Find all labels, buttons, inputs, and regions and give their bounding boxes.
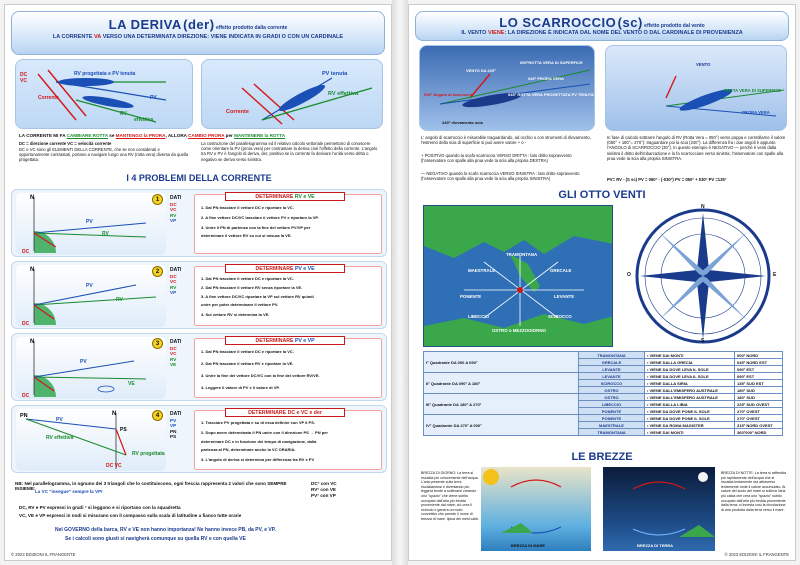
quadrante-cell: I° Quadrante DA 000 A 090°	[424, 352, 579, 373]
deriva-diagram-2	[201, 59, 383, 129]
corrente-label: Corrente	[38, 95, 59, 101]
problem-4-dati: DATI PV VP PN PS	[170, 411, 182, 439]
venti-deg-cell: 090° EST	[735, 366, 783, 373]
problem-4-determinare: DETERMINARE DC e VC e der	[225, 408, 345, 417]
problem-4-diagram	[16, 409, 166, 471]
scarroccio-diagram-2: VENTO ROTTA VERA DI SUPERFICE PRORA VERA	[605, 45, 787, 131]
venti-desc-cell: • VIENE DALL'EMISFERO AUSTRALE	[645, 387, 735, 394]
venti-desc-cell: • VIENE DA DOVE PONE IL SOLE	[645, 408, 735, 415]
problem-3-box: DETERMINARE PV e VP 1. Dal PN tracciare il vettore DC e riportare la VC. 2. Dal PN tracciare il vettore RV e riportare la VE. 3. Unire la fine del vettore DC/VC con la fine del vettore RV/VE. 4. Leggere il valore di PV e il valore di VP.	[194, 338, 382, 398]
problem-1-diagram	[16, 193, 166, 255]
problem-4-number: 4	[152, 410, 163, 421]
venti-deg-cell: 270° OVEST	[735, 415, 783, 422]
venti-desc-cell: • VIENE DALL'EMISFERO AUSTRALE	[645, 394, 735, 401]
venti-deg-cell: 270° OVEST	[735, 408, 783, 415]
svg-text:N: N	[30, 267, 35, 273]
problem-3-determinare: DETERMINARE PV e VP	[225, 336, 345, 345]
brezza-giorno-text: BREZZA DI GIORNO: La terra si riscalda più velocemente dell'acqua. L'aria presente sulla terra riscaldandosi e diventando più leggera tende a sollevarsi creando uno "spazio" che viene subito occupato dall'aria più fredda proveniente dal mare; ciò crea il ricircolo e genera un moto convettivo che prende il nome di brezza di mare, tipica dei mesi caldi.	[421, 471, 479, 521]
svg-text:PV: PV	[86, 283, 93, 289]
problem-2-number: 2	[152, 266, 163, 277]
boat-hull-1	[58, 78, 114, 86]
right-copyright: © 2023 EDIZIONI IL FRANGENTE	[724, 552, 789, 557]
venti-deg-cell: 225° SUD OVEST	[735, 401, 783, 408]
venti-row	[424, 352, 783, 359]
problemi-section-header	[11, 171, 387, 185]
venti-desc-cell: • VIENE DALLA SIRIA	[645, 380, 735, 387]
svg-text:DC: DC	[22, 249, 30, 255]
cambiare-rotta-line: LA CORRENTE MI FA CAMBIARE ROTTA se MANTENGO la PRORA, ALLORA CAMBIO PRORA per MANTENERE la ROTTA	[19, 133, 286, 138]
problem-2	[11, 261, 387, 329]
svg-text:PS: PS	[120, 427, 127, 433]
venti-name-cell: PONENTE	[579, 415, 645, 422]
brezza-notte-text: BREZZA DI NOTTE: La terra si raffredda più rapidamente dell'acqua che si riscalda lentamente ma attraverso lentamente cede il calore accumulato. Ai calore del suolo del mare si solleva l'aria più calda che crea uno "spazio" subito occupato dall'aria più fredda proveniente dalla terra; si innesta così la circolazione di aria prodotta dalla terra verso il mare.	[721, 471, 787, 512]
venti-deg-cell: 090° EST	[735, 373, 783, 380]
scarroccio-text-2: + POSITIVO quando la scafo scarroccia VERSO DRITTA : lato dritto sopravvento (l'osservatore con spalle alla prua vede la scia alla propria DESTRA)	[421, 153, 572, 164]
venti-deg-cell: 135° SUD EST	[735, 380, 783, 387]
scarroccio-title: LO SCARROCCIO	[499, 15, 617, 30]
scarroccio-text-1: L' angolo di scarroccio è misurabile traguardando, ad occhio o con strumenti di rilevamento, l'estremo della scia di superficie si può avere valore + o -	[421, 135, 591, 146]
venti-desc-cell: • VIENE DA DOVE LEVA IL SOLE	[645, 366, 735, 373]
scarroccio-subtitle: IL VENTO VIENE: LA DIREZIONE È INDICATA DAL NOME DEL VENTO O DAL CARDINALE DI PROVENIENZA	[461, 30, 743, 36]
venti-name-cell: PONENTE	[579, 408, 645, 415]
deriva-diagram-1	[15, 59, 193, 129]
mediterranean-map: TRAMONTANA MAESTRALE GRECALE PONENTE LEVANTE LIBECCIO SCIROCCO OSTRO o MEZZOGIORNO	[423, 205, 613, 347]
scarroccio-abbr: (sc)	[617, 15, 643, 30]
venti-deg-cell: 315° NORD OVEST	[735, 422, 783, 429]
venti-desc-cell: • VIENE DA ROMA MAGISTER	[645, 422, 735, 429]
svg-text:VE: VE	[128, 381, 135, 387]
venti-title: GLI OTTO VENTI	[558, 189, 646, 201]
brezza-di-mare-image: BREZZA DI MARE	[481, 467, 591, 551]
problem-1-number: 1	[152, 194, 163, 205]
svg-text:RV progettata: RV progettata	[132, 451, 165, 457]
rv-label: RV	[120, 111, 127, 117]
dc-vc-label: DC VC	[20, 72, 28, 84]
problem-2-box: DETERMINARE PV e VE 1. Dal PN tracciare il vettore DC e riportare la VC. 2. Dal PN tracciare il vettore RV senza riportare la VE. 3. A fine vettore DC/VC riportare la VP sul vettore RV quindi unire per poter determinare il vettore PV. 4. Sul vettore RV si determina la VE.	[194, 266, 382, 326]
venti-deg-cell: 180° SUD	[735, 394, 783, 401]
boat-hull-3	[277, 81, 328, 114]
problem-3-dati: DATI DC VC RV VE	[170, 339, 182, 367]
scarroccio-title-note: effetto prodotto dal vento	[644, 23, 705, 29]
venti-name-cell: SCIROCCO	[579, 380, 645, 387]
venti-desc-cell: • VIENE DA DOVE LEVA IL SOLE	[645, 373, 735, 380]
svg-text:PV: PV	[80, 359, 87, 365]
problem-3-number: 3	[152, 338, 163, 349]
svg-text:RV: RV	[102, 231, 109, 237]
scarroccio-formula: PV= RV - (S sc) PV = 050° - (-030°) PV = 050° + 030° PV =135°	[607, 177, 727, 182]
pv-tenuta-label: PV tenuta	[322, 71, 348, 77]
scarroccio-calc-text: In fase di calcolo sottrarre l'angolo di RV (Rotta Vera = 050°) verso poppa e controllarne il valore (050° + 180°= 270°): traguardare poi la scia (240°). La differenza fra i due angoli è appunto l'ANGOLO di SCARROCCIO (30°). In questo esempio è NEGATIVO — perché è venti dalla sinistra il dritto dell'imbarcazione e lo fa scarrocciare verso sinistra; l'osservatore con spalle alla prua vede la scia alla propria SINISTRA.	[607, 135, 786, 161]
pv-label: PV	[150, 95, 157, 101]
book-gutter	[392, 0, 408, 565]
venti-desc-cell: • VIENE DA DOVE PONE IL SOLE	[645, 415, 735, 422]
calcoli-line: Se i calcoli sono giusti si navigherà comunque su quella RV e con quella VE	[65, 536, 246, 542]
svg-text:PN: PN	[20, 413, 28, 419]
nb-pairs: DC° con VC RV° con VE PV° con VP	[311, 481, 337, 498]
venti-row	[424, 394, 783, 401]
venti-row	[424, 373, 783, 380]
problem-3	[11, 333, 387, 401]
problem-3-diagram	[16, 337, 166, 399]
venti-name-cell: LEVANTE	[579, 373, 645, 380]
problem-1-dati: DATI DC VC RV VP	[170, 195, 182, 223]
quadrante-cell: III° Quadrante DA 180° A 270°	[424, 394, 579, 415]
problemi-title: I 4 PROBLEMI DELLA CORRENTE	[126, 173, 272, 183]
left-page-deriva	[4, 4, 392, 561]
brezza-di-terra-image: BREZZA DI TERRA	[603, 467, 715, 551]
scarroccio-text-3: — NEGATIVO quando lo scafo scarroccia VERSO SINISTRA : lato dritto sopravvento (l'osservatore con spalle alla prua vede la scia alla propria SINISTRA)	[421, 171, 580, 182]
venti-table	[423, 351, 783, 436]
svg-text:PV: PV	[56, 417, 63, 423]
rv-effettiva-label: RV effettiva	[328, 91, 359, 97]
venti-desc-cell: • VIENE DAI MONTI	[645, 352, 735, 359]
governo-line: Nel GOVERNO della barca, RV e VE non hanno importanza! Ne hanno invece PB, da PV, e VP.	[55, 527, 276, 533]
svg-text:DC: DC	[22, 321, 30, 327]
problem-2-determinare: DETERMINARE PV e VE	[225, 264, 345, 273]
venti-name-cell: TRAMONTANA	[579, 352, 645, 359]
venti-name-cell: MAESTRALE	[579, 422, 645, 429]
venti-name-cell: GRECALE	[579, 359, 645, 366]
venti-name-cell: OSTRO	[579, 394, 645, 401]
left-copyright: © 2023 EDIZIONI IL FRANGENTE	[11, 552, 76, 557]
problem-1-box: DETERMINARE RV e VE 1. Dal PN tracciare il vettore DC e riportare la VC. 2. A fine vettore DC/VC tracciare il vettore PV e riportare la VP. 3. Unire il PN di partenza con la fine del vettore PV/VP per determinare il vettore RV su cui si misura la VE.	[194, 194, 382, 254]
deriva-header	[11, 11, 385, 55]
venti-deg-cell: 180° SUD	[735, 387, 783, 394]
deriva-subtitle: LA CORRENTE VA VERSO UNA DETERMINATA DIREZIONE: VIENE INDICATA IN GRADI O CON UN CARDINALE	[52, 34, 344, 40]
problem-1-rv	[34, 233, 146, 237]
scarroccio-diagram-1: VENTO DA 225° 050°ROTTA VERA DI SUPERFICE 040° PRORA VERA 045° ROTTA VERA PROGETTATA PV TENUTA 030° Angolo di scarroccio 240° rilevamento scia	[419, 45, 595, 131]
venti-desc-cell: • VIENE DALLA LIBIA	[645, 401, 735, 408]
problem-1-determinare: DETERMINARE RV e VE	[225, 192, 345, 201]
venti-desc-cell: • VIENE DALLA GRECIA	[645, 359, 735, 366]
corrente-arrow-3	[242, 88, 282, 124]
venti-row	[424, 415, 783, 422]
dc-definitions: DC = direzione corrente VC = velocità corrente	[19, 141, 112, 146]
rv-progettata-label: RV progettata e PV tenuta	[74, 71, 136, 77]
brezze-title: LE BREZZE	[571, 451, 633, 463]
problem-1	[11, 189, 387, 257]
nb-note: NB: Nel parallelogramma, in ognuno dei 3 triangoli che lo costituiscono, ogni freccia rappresenta 2 valori che sono SEMPRE INSIEME:	[15, 481, 287, 492]
venti-desc-cell: • VIENE DAI MONTI	[645, 429, 735, 436]
venti-name-cell: LEVANTE	[579, 366, 645, 373]
elementi-corrente-text: DC e VC sono gli ELEMENTI DELLA CORRENTE, che se non considerati e opportunamente contrastati, portano a navigare lungo una RV (rotta vera) diversa da quella progettata.	[19, 147, 189, 163]
svg-text:RV: RV	[116, 297, 123, 303]
scarroccio-header	[415, 11, 789, 41]
compass-rose: N S E O	[623, 205, 783, 347]
boat-hull-2	[82, 94, 135, 111]
nodi-line: VC, VE e VP espressi in nodi si misurano con il compasso sulla scala di latitudine a fianco tutte orarie	[19, 513, 242, 518]
deriva-title-note: effetto prodotto dalla corrente	[215, 25, 288, 31]
venti-name-cell: TRAMONTANA	[579, 429, 645, 436]
svg-text:N: N	[112, 411, 117, 417]
gradi-line: DC, RV e PV espressi in gradi ° si leggono e si riportano con la squadretta	[19, 505, 181, 510]
quadrante-cell: IV° Quadrante DA 270° A 000°	[424, 415, 579, 436]
effettiva-label: effettiva	[134, 117, 154, 123]
problem-4	[11, 405, 387, 473]
svg-text:N: N	[30, 195, 35, 201]
parallelogramma-text: La costruzione del parallelogramma ed il relativo calcolo vettoriale permettono di conoscere come orientare la PV (prora vera) per contrastare la deriva cioè l'effetto della corrente. L'angolo tra RV e PV è l'angolo di deriva, der, positivo se la corrente fa derivare l'unità verso dritta o negativo se deriva verso sinistra.	[201, 141, 378, 162]
venti-name-cell: OSTRO	[579, 387, 645, 394]
nb-insegue: La VC "insegue" sempre la VP!	[35, 489, 103, 494]
svg-text:PV: PV	[86, 219, 93, 225]
venti-deg-cell: 360°000° NORD	[735, 429, 783, 436]
svg-text:RV effettiva: RV effettiva	[46, 435, 74, 441]
deriva-abbr: (der)	[183, 17, 215, 32]
venti-deg-cell: 000° NORD	[735, 352, 783, 359]
venti-name-cell: LIBECCIO	[579, 401, 645, 408]
problem-4-box: DETERMINARE DC e VC e der 1. Tracciare PV progettata e su di essa definire con VP il PS. 2. Dopo avere determinato il PN unire con il direzione PS → PN per determinare DC e in funzione del tempo di navigazione, dalla partenza al PN, determinare anche la VC ORARIA. 3. L'angolo di deriva si determina per differenza tra RV e PV	[194, 410, 382, 470]
quadrante-cell: II° Quadrante DA 090° A 180°	[424, 373, 579, 394]
svg-text:DC: DC	[22, 393, 30, 399]
problem-1-sector	[34, 207, 56, 253]
problem-2-dati: DATI DC VC RV VP	[170, 267, 182, 295]
venti-deg-cell: 045° NORD EST	[735, 359, 783, 366]
deriva-title: LA DERIVA	[108, 17, 182, 32]
svg-text:DC VC: DC VC	[106, 463, 122, 469]
problem-2-diagram	[16, 265, 166, 327]
svg-text:N: N	[30, 339, 35, 345]
corrente-label-2: Corrente	[226, 109, 249, 115]
right-page-scarroccio	[408, 4, 796, 561]
